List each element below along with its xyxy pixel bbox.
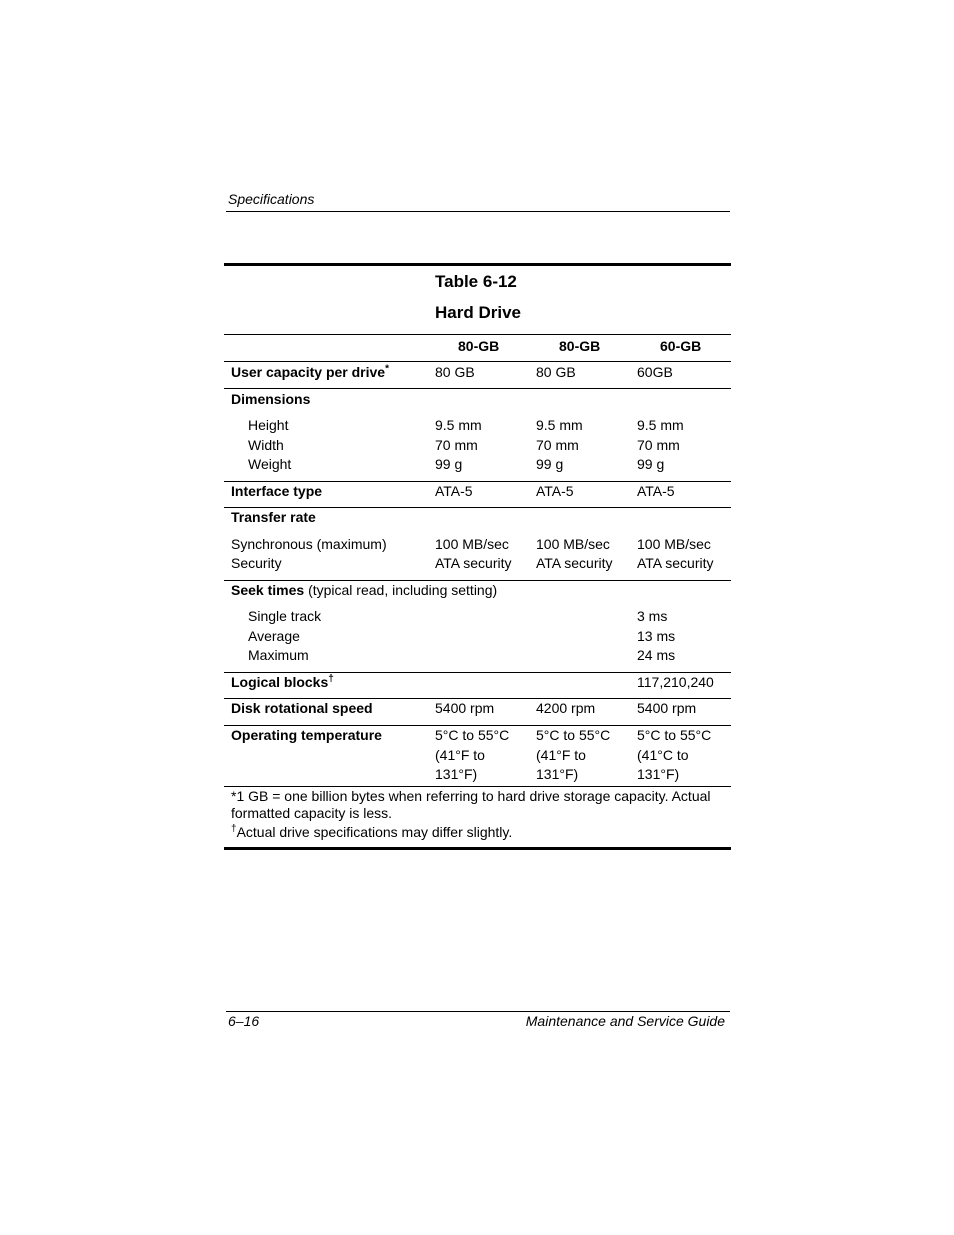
- rotation-label: Disk rotational speed: [231, 700, 373, 716]
- seek-label: Seek times (typical read, including setting): [231, 582, 498, 598]
- maximum-value: 24 ms: [637, 647, 676, 663]
- column-header-2: 80-GB: [559, 338, 601, 354]
- column-header-3: 60-GB: [660, 338, 702, 354]
- capacity-value-3: 60GB: [637, 364, 673, 380]
- column-header-1: 80-GB: [458, 338, 500, 354]
- single-track-value: 3 ms: [637, 608, 668, 624]
- width-value-3: 70 mm: [637, 437, 680, 453]
- temperature-value-2: 5°C to 55°C (41°F to 131°F): [536, 727, 611, 782]
- interface-value-3: ATA-5: [637, 483, 675, 499]
- security-value-1: ATA security: [435, 555, 512, 571]
- security-label: Security: [231, 555, 282, 571]
- rotation-value-1: 5400 rpm: [435, 700, 495, 716]
- footnote-star: *1 GB = one billion bytes when referring to hard drive storage capacity. Actual formatted capacity is less.: [231, 788, 711, 821]
- table-rule: [224, 786, 731, 787]
- interface-value-2: ATA-5: [536, 483, 574, 499]
- table-rule: [224, 388, 731, 389]
- width-label: Width: [248, 437, 284, 453]
- capacity-label: User capacity per drive*: [231, 363, 389, 380]
- capacity-value-2: 80 GB: [536, 364, 576, 380]
- capacity-value-1: 80 GB: [435, 364, 475, 380]
- rotation-value-3: 5400 rpm: [637, 700, 697, 716]
- logical-blocks-value: 117,210,240: [637, 674, 714, 690]
- height-value-1: 9.5 mm: [435, 417, 482, 433]
- footnote-dagger: †Actual drive specifications may differ slightly.: [231, 823, 513, 840]
- security-value-2: ATA security: [536, 555, 613, 571]
- guide-title: Maintenance and Service Guide: [525, 1013, 725, 1029]
- page-number: 6–16: [228, 1013, 260, 1029]
- synchronous-value-3: 100 MB/sec: [637, 536, 711, 552]
- synchronous-value-2: 100 MB/sec: [536, 536, 610, 552]
- weight-value-3: 99 g: [637, 456, 665, 472]
- header-rule: [226, 211, 730, 212]
- table-number: Table 6-12: [435, 272, 517, 291]
- average-value: 13 ms: [637, 628, 676, 644]
- rotation-value-2: 4200 rpm: [536, 700, 596, 716]
- table-top-rule: [224, 263, 731, 266]
- width-value-1: 70 mm: [435, 437, 478, 453]
- security-value-3: ATA security: [637, 555, 714, 571]
- weight-label: Weight: [248, 456, 292, 472]
- width-value-2: 70 mm: [536, 437, 579, 453]
- temperature-value-1: 5°C to 55°C (41°F to 131°F): [435, 727, 510, 782]
- height-label: Height: [248, 417, 289, 433]
- weight-value-1: 99 g: [435, 456, 463, 472]
- interface-label: Interface type: [231, 483, 323, 499]
- synchronous-label: Synchronous (maximum): [231, 536, 387, 552]
- weight-value-2: 99 g: [536, 456, 564, 472]
- dimensions-label: Dimensions: [231, 391, 311, 407]
- height-value-3: 9.5 mm: [637, 417, 684, 433]
- running-header: Specifications: [228, 191, 315, 207]
- maximum-label: Maximum: [248, 647, 309, 663]
- table-rule: [224, 334, 731, 335]
- average-label: Average: [248, 628, 300, 644]
- height-value-2: 9.5 mm: [536, 417, 583, 433]
- footer-rule: [226, 1011, 730, 1012]
- table-rule: [224, 361, 731, 362]
- transfer-label: Transfer rate: [231, 509, 316, 525]
- temperature-label: Operating temperature: [231, 727, 382, 743]
- table-bottom-rule: [224, 847, 731, 850]
- table-title: Hard Drive: [435, 303, 521, 322]
- interface-value-1: ATA-5: [435, 483, 473, 499]
- temperature-value-3: 5°C to 55°C (41°C to 131°F): [637, 727, 712, 782]
- single-track-label: Single track: [248, 608, 322, 624]
- synchronous-value-1: 100 MB/sec: [435, 536, 509, 552]
- logical-blocks-label: Logical blocks†: [231, 673, 334, 690]
